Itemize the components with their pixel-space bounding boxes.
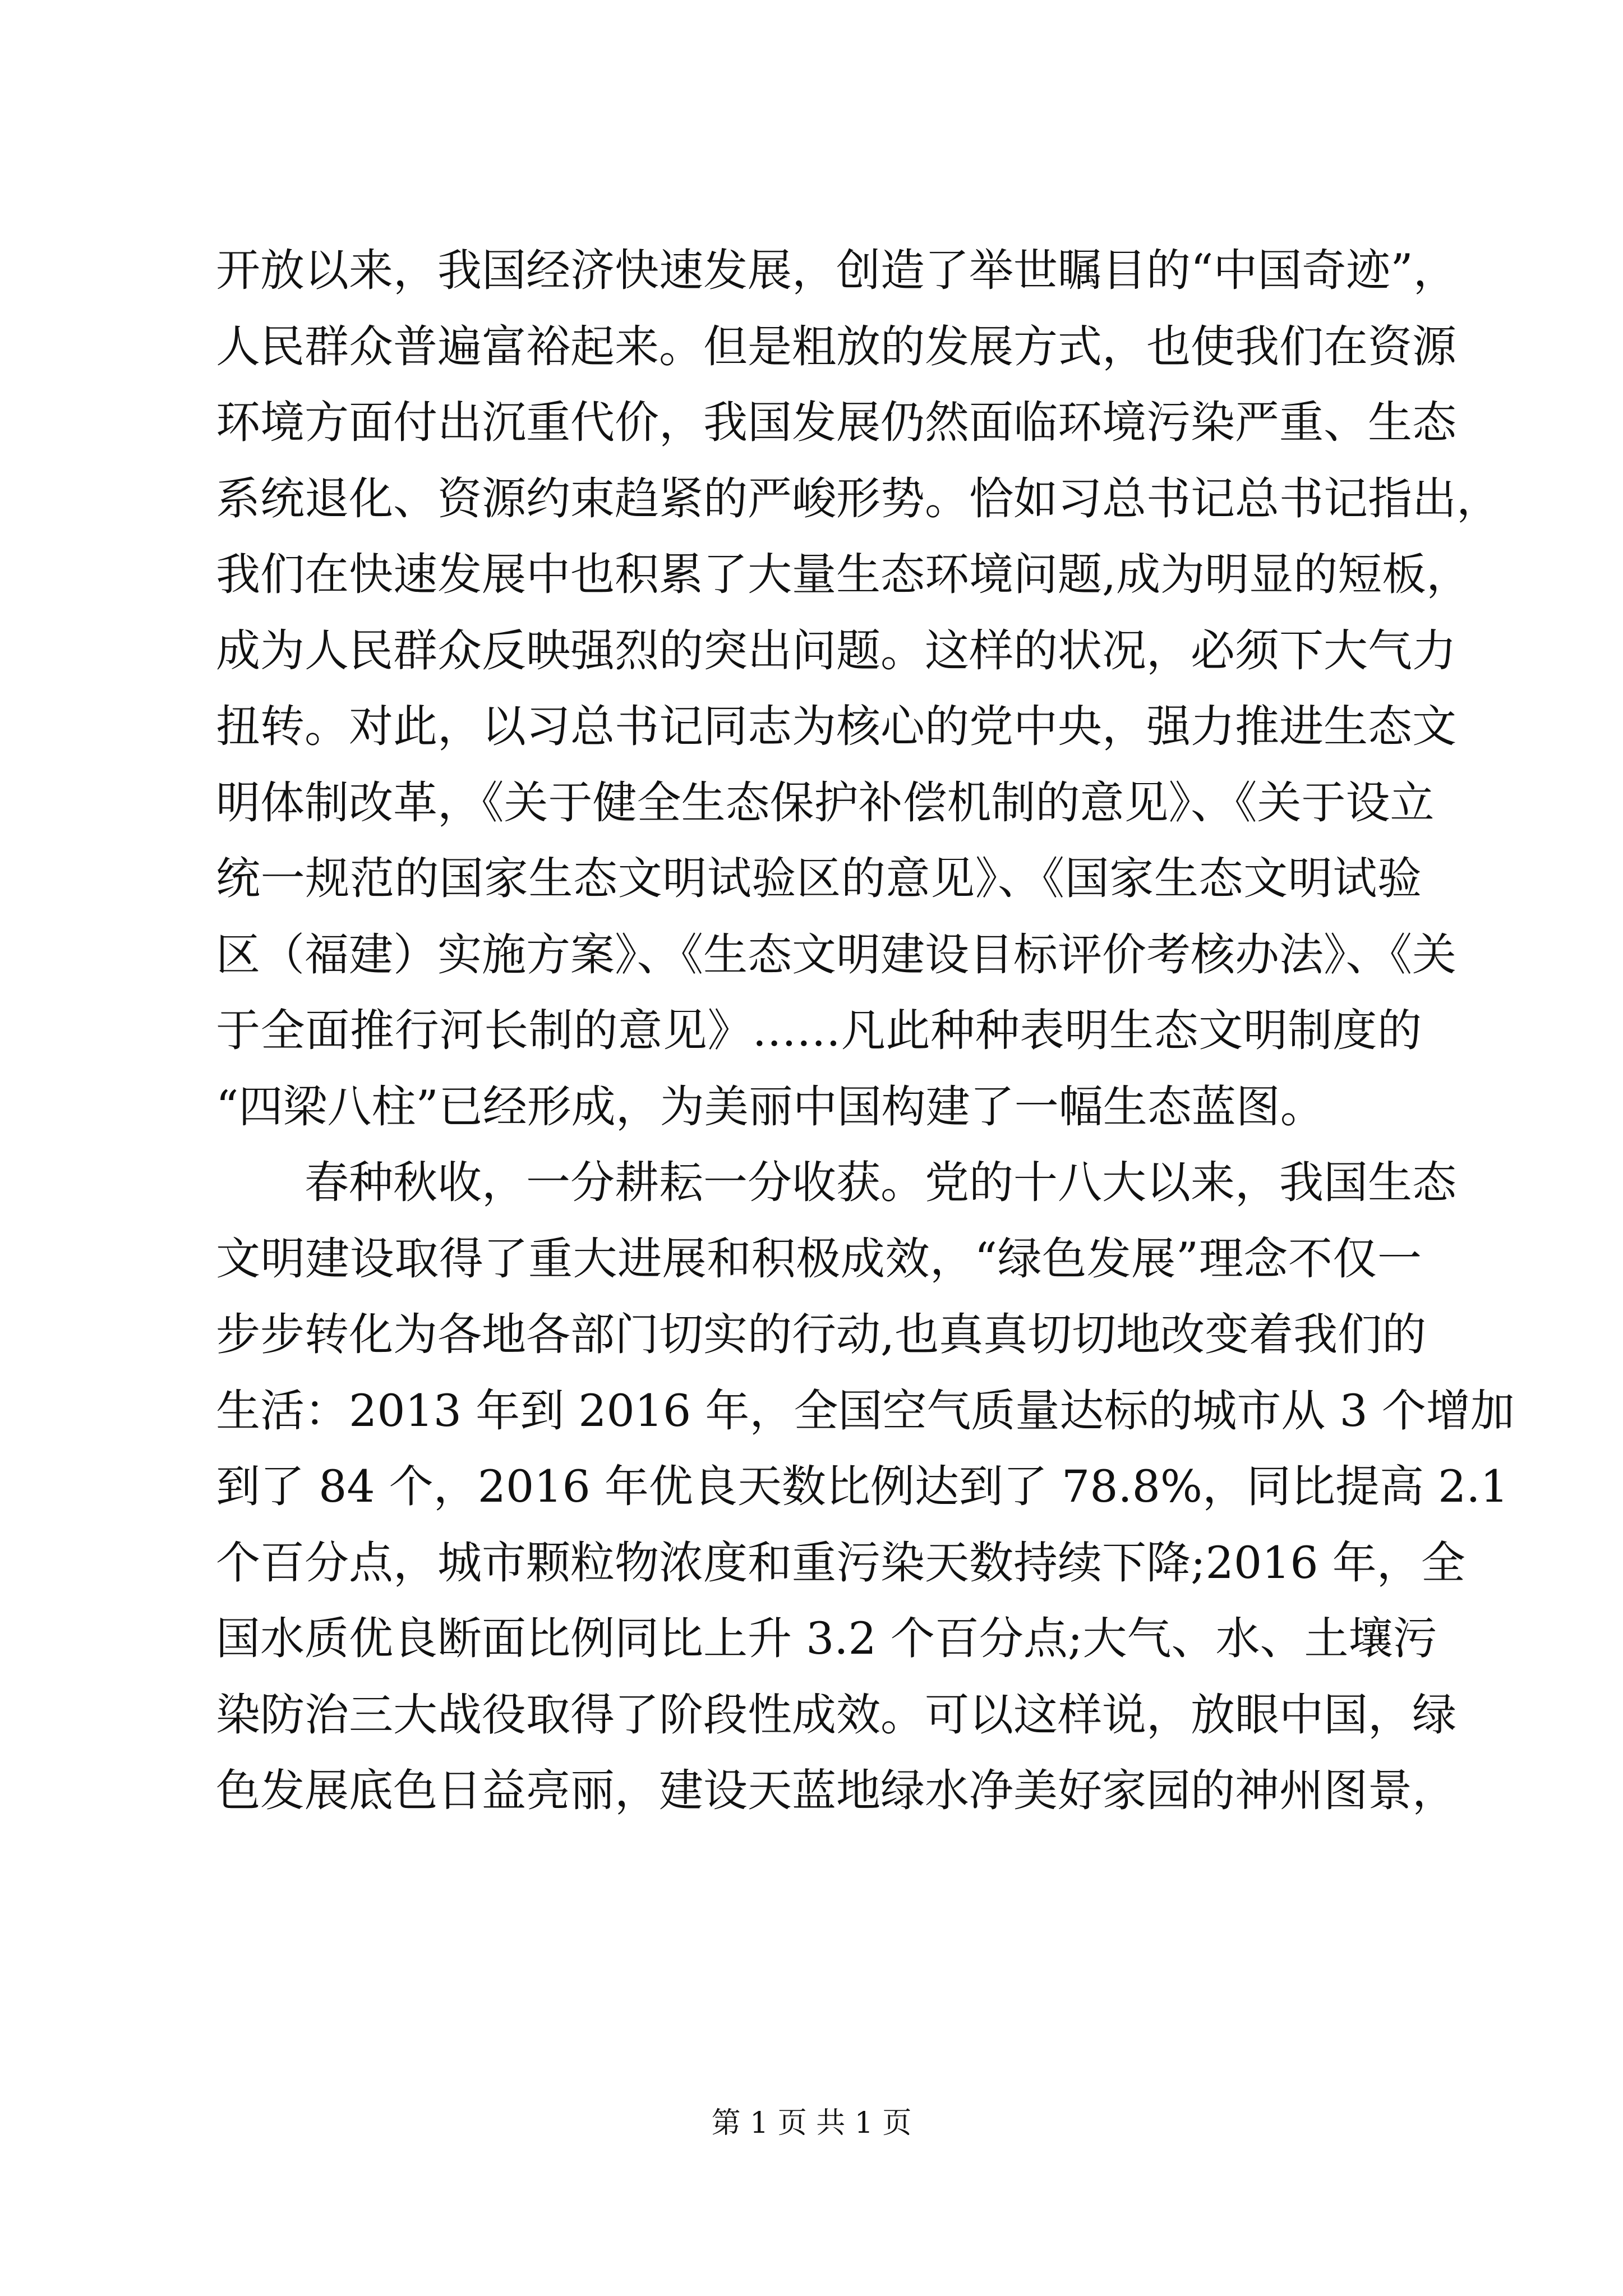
text-line: 步步转化为各地各部门切实的行动,也真真切切地改变着我们的 [216, 1309, 1427, 1360]
text-line: 春种秋收，一分耕耘一分收获。党的十八大以来，我国生态 [305, 1157, 1456, 1208]
text-line: 扭转。对此，以习总书记同志为核心的党中央，强力推进生态文 [216, 701, 1456, 752]
paragraph-1 [216, 233, 1501, 1145]
text-line: 色发展底色日益亮丽，建设天蓝地绿水净美好家园的神州图景， [216, 1765, 1456, 1816]
body-text [216, 233, 1515, 1829]
text-line: 系统退化、资源约束趋紧的严峻形势。恰如习总书记总书记指出， [216, 472, 1501, 524]
text-line: 生活：2013 年到 2016 年，全国空气质量达标的城市从 3 个增加 [216, 1384, 1515, 1437]
text-line: 统一规范的国家生态文明试验区的意见》、《国家生态文明试验 [216, 853, 1422, 904]
text-line: 区（福建）实施方案》、《生态文明建设目标评价考核办法》、《关 [216, 928, 1456, 981]
text-line: 我们在快速发展中也积累了大量生态环境问题,成为明显的短板， [216, 549, 1471, 600]
text-line: 个百分点，城市颗粒物浓度和重污染天数持续下降;2016 年，全 [216, 1536, 1465, 1589]
page-number-label: 第 1 页 共 1 页 [711, 2106, 912, 2140]
text-line: 国水质优良断面比例同比上升 3.2 个百分点;大气、水、土壤污 [216, 1613, 1437, 1664]
text-line: 染防治三大战役取得了阶段性成效。可以这样说，放眼中国，绿 [216, 1688, 1456, 1741]
page-footer [0, 2101, 1623, 2146]
text-line: 文明建设取得了重大进展和积极成效，“绿色发展”理念不仅一 [216, 1232, 1422, 1285]
text-line: 于全面推行河长制的意见》……凡此种种表明生态文明制度的 [216, 1005, 1422, 1056]
text-line: “四梁八柱”已经形成，为美丽中国构建了一幅生态蓝图。 [216, 1080, 1325, 1133]
text-line: 环境方面付出沉重代价，我国发展仍然面临环境污染严重、生态 [216, 397, 1456, 448]
text-line: 人民群众普遍富裕起来。但是粗放的发展方式，也使我们在资源 [216, 320, 1456, 372]
text-line: 到了 84 个，2016 年优良天数比例达到了 78.8%，同比提高 2.1 [216, 1461, 1509, 1512]
paragraph-2 [216, 1145, 1515, 1829]
text-line: 开放以来，我国经济快速发展，创造了举世瞩目的“中国奇迹”， [216, 245, 1458, 296]
text-line: 明体制改革，《关于健全生态保护补偿机制的意见》、《关于设立 [216, 776, 1435, 829]
text-line: 成为人民群众反映强烈的突出问题。这样的状况，必须下大气力 [216, 624, 1456, 677]
